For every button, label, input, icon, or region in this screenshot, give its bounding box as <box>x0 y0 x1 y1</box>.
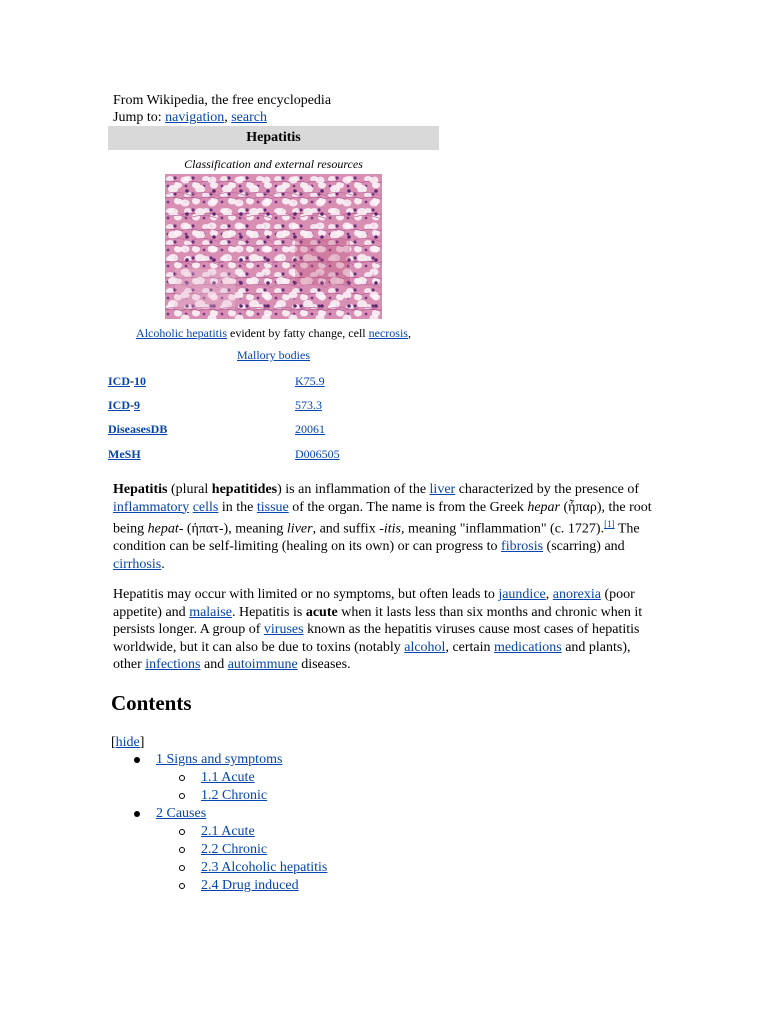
toc-hide-link[interactable]: hide <box>115 735 140 750</box>
mesh-link[interactable]: MeSH <box>108 447 141 461</box>
mesh-value-link[interactable]: D006505 <box>295 447 340 461</box>
bullet-icon <box>134 811 140 817</box>
greek-hepar: hepar <box>527 499 560 515</box>
circle-bullet-icon <box>179 865 185 871</box>
term-hepatitides: hepatitides <box>211 482 278 497</box>
circle-bullet-icon <box>179 793 185 799</box>
text: Hepatitis may occur with limited or no symptoms, but often leads to <box>113 587 499 602</box>
text: (plural <box>167 482 212 497</box>
caption-comma: , <box>407 326 411 340</box>
toc-item-acute[interactable]: 1.1 Acute <box>201 770 255 785</box>
toc-item-alcoholic-hepatitis[interactable]: 2.3 Alcoholic hepatitis <box>201 860 328 875</box>
term-hepatitis: Hepatitis <box>113 482 168 497</box>
viruses-link[interactable]: viruses <box>263 622 304 637</box>
circle-bullet-icon <box>179 847 185 853</box>
search-link[interactable]: search <box>231 110 267 125</box>
greek-hepat: hepat- <box>147 521 184 537</box>
text: , meaning "inflammation" (c. 1727). <box>400 521 605 537</box>
toc-item-chronic[interactable]: 1.2 Chronic <box>201 788 268 803</box>
text: and <box>200 657 228 672</box>
diseasesdb-link[interactable]: DiseasesDB <box>108 422 168 436</box>
toc-item-causes[interactable]: 2 Causes <box>156 806 207 821</box>
suffix-itis: -itis <box>379 521 401 537</box>
text: and plants), other <box>113 639 631 672</box>
text: The condition can be self-limiting (healing on its own) or can progress to <box>113 521 640 555</box>
circle-bullet-icon <box>179 883 185 889</box>
cirrhosis-link[interactable]: cirrhosis <box>113 556 162 572</box>
intro-paragraph <box>113 481 658 573</box>
icd10-num-link[interactable]: 10 <box>134 374 147 388</box>
icd10-value-link[interactable]: K75.9 <box>295 374 325 388</box>
text: known as the hepatitis viruses cause most cases of hepatitis worldwide, but it can also be due to toxins (notably <box>113 622 640 655</box>
infobox-caption-line2 <box>108 348 439 363</box>
toc-item-signs-and-symptoms[interactable]: 1 Signs and symptoms <box>156 752 283 767</box>
circle-bullet-icon <box>179 775 185 781</box>
anorexia-link[interactable]: anorexia <box>552 587 601 602</box>
alcoholic-hepatitis-link[interactable]: Alcoholic hepatitis <box>136 326 228 340</box>
navigation-link[interactable]: navigation <box>165 110 225 125</box>
term-acute: acute <box>305 604 338 620</box>
text: when it lasts less than six months and chronic when it persists longer. A group of <box>113 604 643 637</box>
reference-1-link[interactable]: [1] <box>604 519 615 529</box>
text: characterized by the presence of <box>455 482 640 497</box>
alcohol-link[interactable]: alcohol <box>404 639 446 655</box>
infobox-classification: Classification and external resources <box>184 157 363 171</box>
text: , and suffix <box>312 521 380 537</box>
text: in the <box>218 499 257 515</box>
text: , certain <box>445 639 495 655</box>
icd-link[interactable]: ICD <box>108 374 131 388</box>
text: (poor appetite) and <box>113 587 635 620</box>
text: (ἡπατ-), meaning <box>183 521 287 537</box>
liver-link[interactable]: liver <box>429 482 456 497</box>
toc-item-drug-induced[interactable]: 2.4 Drug induced <box>201 878 299 893</box>
text: , <box>545 587 553 602</box>
toc-item-causes-chronic[interactable]: 2.2 Chronic <box>201 842 268 857</box>
text: (scarring) and <box>543 539 625 555</box>
diseasesdb-value-link[interactable]: 20061 <box>295 422 325 436</box>
tissue-link[interactable]: tissue <box>256 499 289 515</box>
necrosis-link[interactable]: necrosis <box>368 326 408 340</box>
cells-link[interactable]: cells <box>192 499 219 515</box>
jaundice-link[interactable]: jaundice <box>498 587 546 602</box>
contents-title: Contents <box>111 691 192 715</box>
icd9-key <box>108 398 140 413</box>
icd-sep: - <box>130 398 135 412</box>
text: ) is an inflammation of the <box>277 482 430 497</box>
text: of the organ. The name is from the Greek <box>288 499 528 515</box>
icd10-key <box>108 374 146 389</box>
infobox-title: Hepatitis <box>108 126 439 150</box>
from-line: From Wikipedia, the free encyclopedia <box>113 93 332 108</box>
inflammatory-link[interactable]: inflammatory <box>113 499 190 515</box>
second-paragraph <box>113 586 658 674</box>
diseasesdb-key <box>108 422 167 437</box>
toc-item-causes-acute[interactable]: 2.1 Acute <box>201 824 255 839</box>
histology-image <box>165 174 382 319</box>
mesh-key <box>108 447 141 462</box>
fibrosis-link[interactable]: fibrosis <box>501 539 544 555</box>
toc-hide-control <box>111 734 144 752</box>
bullet-icon <box>134 757 140 763</box>
icd-link[interactable]: ICD <box>108 398 131 412</box>
medications-link[interactable]: medications <box>494 639 562 655</box>
text: diseases. <box>297 657 351 672</box>
jump-sep: , <box>224 110 228 125</box>
infobox-caption <box>108 326 439 341</box>
icd9-value-link[interactable]: 573.3 <box>295 398 322 412</box>
infections-link[interactable]: infections <box>145 657 201 672</box>
caption-text: evident by fatty change, cell <box>227 326 369 340</box>
text: . Hepatitis is <box>231 604 306 620</box>
text: (ἧπαρ), the root being <box>113 499 652 537</box>
icd9-num-link[interactable]: 9 <box>134 398 141 412</box>
text: . <box>161 556 165 572</box>
circle-bullet-icon <box>179 829 185 835</box>
icd-sep: - <box>130 374 135 388</box>
jump-to-line <box>113 109 267 126</box>
malaise-link[interactable]: malaise <box>189 604 232 620</box>
autoimmune-link[interactable]: autoimmune <box>227 657 298 672</box>
bracket: ] <box>139 735 145 750</box>
word-liver: liver <box>286 521 313 537</box>
bracket: [ <box>111 735 116 750</box>
jump-to-label: Jump to: <box>113 110 162 125</box>
mallory-bodies-link[interactable]: Mallory bodies <box>237 348 310 362</box>
